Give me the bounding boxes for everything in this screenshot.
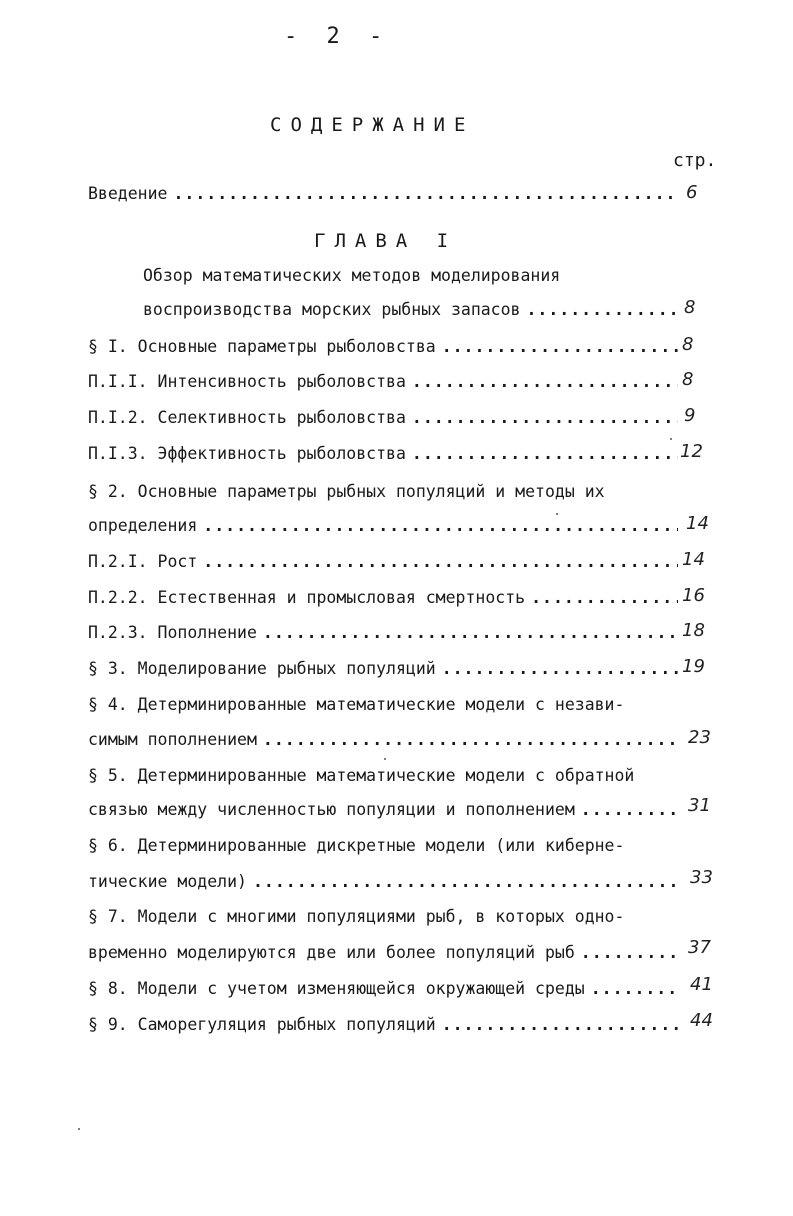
toc-entry-text: П.I.I. Интенсивность рыболовства (88, 372, 406, 391)
toc-entry-text: § 5. Детерминированные математические модели с обратной (88, 766, 635, 785)
toc-entry-page: 23 (688, 727, 711, 748)
toc-entry (88, 184, 678, 210)
toc-entry-text: симым пополнением (88, 730, 257, 749)
toc-entry-text: П.2.2. Естественная и промысловая смертность (88, 588, 526, 607)
toc-entry-text: П.2.I. Рост (88, 552, 198, 571)
toc-entry-text: связью между численностью популяции и пополнением (88, 800, 575, 819)
toc-entry (88, 979, 678, 1005)
toc-entry-page: 12 (680, 441, 703, 462)
toc-entry-page: 8 (682, 369, 694, 390)
toc-entry-text: воспроизводства морских рыбных запасов (143, 300, 521, 319)
leader-dots (442, 659, 678, 678)
toc-entry-page: 44 (690, 1010, 713, 1031)
leader-dots (263, 623, 678, 642)
toc-entry (88, 444, 678, 470)
toc-entry (88, 337, 678, 363)
page-title: СОДЕРЖАНИЕ (270, 114, 475, 136)
toc-entry-text: тические модели) (88, 872, 247, 891)
toc-entry-page: 8 (682, 334, 694, 355)
toc-entry (88, 659, 678, 685)
toc-entry-text: определения (88, 516, 198, 535)
toc-entry-text: временно моделируются две или более популяций рыб (88, 943, 575, 962)
toc-entry-text: § I. Основные параметры рыболовства (88, 337, 436, 356)
toc-entry (143, 300, 678, 326)
toc-entry-page: 6 (686, 182, 698, 203)
leader-dots (253, 872, 678, 891)
leader-dots (173, 184, 678, 203)
toc-entry (88, 800, 678, 826)
scan-speck (78, 1128, 80, 1130)
toc-entry-page: 37 (688, 937, 711, 958)
toc-entry-text: § 8. Модели с учетом изменяющейся окружающей среды (88, 979, 585, 998)
leader-dots (203, 516, 678, 535)
leader-dots (412, 408, 678, 427)
leader-dots (581, 943, 678, 962)
toc-entry (88, 552, 678, 578)
leader-dots (591, 979, 678, 998)
toc-entry-text: П.2.3. Пополнение (88, 623, 257, 642)
leader-dots (203, 552, 678, 571)
toc-entry-text: § 2. Основные параметры рыбных популяций и методы их (88, 482, 605, 501)
scan-speck (556, 513, 558, 515)
toc-entry-page: 14 (686, 513, 709, 534)
toc-entry-page: 31 (688, 795, 711, 816)
page-number: - 2 - (284, 24, 391, 49)
toc-entry-page: 14 (682, 549, 705, 570)
chapter-subtitle: Обзор математических методов моделирования (143, 266, 561, 285)
toc-entry (88, 730, 678, 756)
leader-dots (442, 1015, 678, 1034)
toc-entry-page: 33 (690, 867, 713, 888)
toc-entry (88, 1015, 678, 1041)
leader-dots (412, 372, 678, 391)
leader-dots (531, 588, 678, 607)
toc-entry-text: § 6. Детерминированные дискретные модели (или кибернe- (88, 836, 625, 855)
toc-entry (88, 872, 678, 898)
toc-entry-page: 18 (682, 620, 705, 641)
leader-dots (581, 800, 678, 819)
scan-speck (670, 438, 672, 440)
leader-dots (442, 337, 678, 356)
toc-entry-page: 19 (682, 656, 705, 677)
toc-entry-text: П.I.2. Селективность рыболовства (88, 408, 406, 427)
leader-dots (263, 730, 678, 749)
toc-entry-text: § 3. Моделирование рыбных популяций (88, 659, 436, 678)
toc-entry-page: 16 (682, 585, 705, 606)
chapter-heading: ГЛАВА I (314, 230, 458, 252)
toc-entry (88, 516, 678, 542)
toc-entry (88, 943, 678, 969)
toc-entry (88, 588, 678, 614)
toc-entry (88, 623, 678, 649)
leader-dots (412, 444, 678, 463)
toc-entry (88, 408, 678, 434)
toc-entry-text: Введение (88, 184, 168, 203)
leader-dots (527, 300, 679, 319)
toc-entry-text: § 9. Саморегуляция рыбных популяций (88, 1015, 436, 1034)
toc-entry-page: 41 (690, 974, 713, 995)
toc-entry-text: § 7. Модели с многими популяциями рыб, в которых одно- (88, 907, 625, 926)
page-column-label: стр. (673, 150, 717, 171)
toc-entry-text: § 4. Детерминированные математические модели с незави- (88, 695, 625, 714)
toc-entry-text: П.I.3. Эффективность рыболовства (88, 444, 406, 463)
scan-speck (384, 758, 386, 760)
toc-entry-page: 9 (684, 405, 696, 426)
toc-entry-page: 8 (684, 297, 696, 318)
toc-entry (88, 372, 678, 398)
